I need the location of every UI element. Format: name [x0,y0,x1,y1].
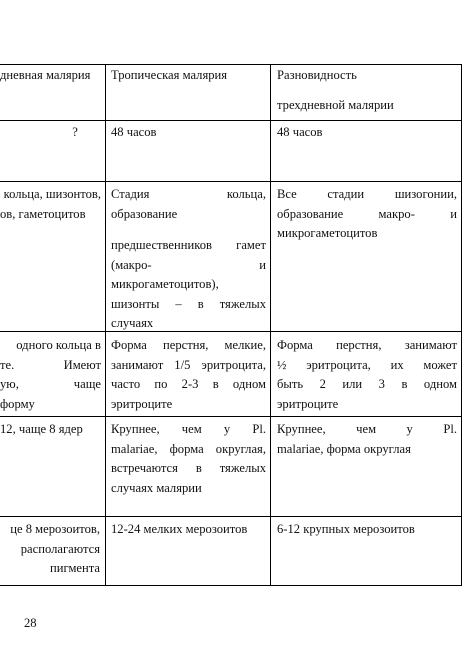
row3-col2-line: занимают 1/5 эритроцита, [111,357,266,372]
row2-col2-line: образование [111,206,178,221]
row5-col2-line: 12-24 мелких мерозоитов [111,522,248,536]
row3-col2-line: Форма перстня, мелкие, [111,338,266,352]
row3-col1-word: чаще [73,377,101,391]
row3-col1-word: ую, [0,377,19,391]
row3-col1-line [0,356,101,376]
row2-col2-line: шизонты – в тяжелых [111,296,266,311]
row4-col2-line: встречаются в тяжелых [111,461,266,475]
row2-col2-line: микрогаметоцитов), [111,277,219,291]
row5-col3 [277,520,457,540]
table-row-divider [0,416,462,417]
row2-col3-line: микрогаметоцитов [277,226,378,240]
row4-col1-line: 12, чаще 8 ядер [0,422,83,436]
row2-col3-line: Все стадии шизогонии, [277,187,457,201]
row1-col1 [0,123,100,143]
row3-col3-line: быть 2 или 3 в одном [277,377,457,391]
row3-col1-word: те. [0,357,15,372]
row1-col2-line: 48 часов [111,125,157,139]
row2-col2-line: предшественников гамет [111,238,266,252]
row5-col1-line: пигмента [49,561,100,575]
row3-col1-line [0,375,101,395]
row5-col1-line: це 8 мерозоитов, [10,522,100,536]
header-col1-text: дневная малярия [0,68,91,82]
header-cell-col1 [0,66,103,86]
row2-col2-word: кольца, [226,187,266,201]
table-row-divider [0,516,462,517]
row1-col1-line: ? [72,125,78,139]
row2-col1 [0,185,101,224]
row4-col2 [111,420,266,498]
row5-col3-line: 6-12 крупных мерозоитов [277,522,415,536]
row4-col1 [0,420,101,440]
header-cell-col3 [277,66,457,115]
row3-col1-line: одного кольца в [16,338,101,352]
row3-col2 [111,336,266,414]
table-border-top [0,64,462,65]
row3-col3-line: Форма перстня, занимают [277,338,457,352]
table-border-right [461,64,462,586]
row3-col2-line: часто по 2-3 в одном [111,377,266,391]
row3-col2-line: эритроците [111,396,173,411]
row2-col2-word: (макро- [111,257,152,272]
row3-col3-line: эритроците [277,396,339,411]
row2-col2-gap [111,224,266,236]
header-col3-line2: трехдневной малярии [277,97,394,112]
row2-col2-line: случаях [111,316,154,330]
header-col3-line1: Разновидность [277,68,357,82]
row1-col3-line: 48 часов [277,125,323,139]
table-column-divider [105,64,106,586]
row4-col3-line: Крупнее, чем у Pl. [277,422,457,436]
header-col2-text: Тропическая малярия [111,68,228,82]
row3-col1 [0,336,101,414]
page-number: 28 [24,616,37,630]
row3-col1-line: форму [0,396,35,411]
row2-col1-line: кольца, шизонтов, [3,187,101,201]
row2-col3 [277,185,457,244]
table-row-divider [0,181,462,182]
row4-col3-line: malariae, форма округлая [277,441,411,456]
table-row-divider [0,120,462,121]
row2-col2 [111,185,266,334]
row2-col2-line [111,185,266,205]
row4-col3 [277,420,457,459]
row5-col1-line: располагаются [20,541,100,556]
row2-col2-line [111,256,266,276]
row3-col3 [277,336,457,414]
row3-col3-line: ½ эритроцита, их может [277,357,457,372]
row4-col2-line: malariae, форма округлая, [111,441,266,456]
row2-col3-line: образование макро- и [277,206,457,221]
row2-col2-word: Стадия [111,187,150,201]
table-column-divider [270,64,271,586]
row2-col2-word: и [259,257,266,272]
row5-col2 [111,520,266,540]
header-cell-col2 [111,66,266,86]
row4-col2-line: Крупнее, чем у Pl. [111,422,266,436]
row5-col1 [0,520,100,579]
row4-col2-line: случаях малярии [111,480,202,495]
row3-col1-word: Имеют [63,357,101,372]
row1-col3 [277,123,457,143]
row1-col2 [111,123,266,143]
row2-col1-line: ов, гаметоцитов [0,206,86,221]
table-border-bottom [0,585,462,586]
